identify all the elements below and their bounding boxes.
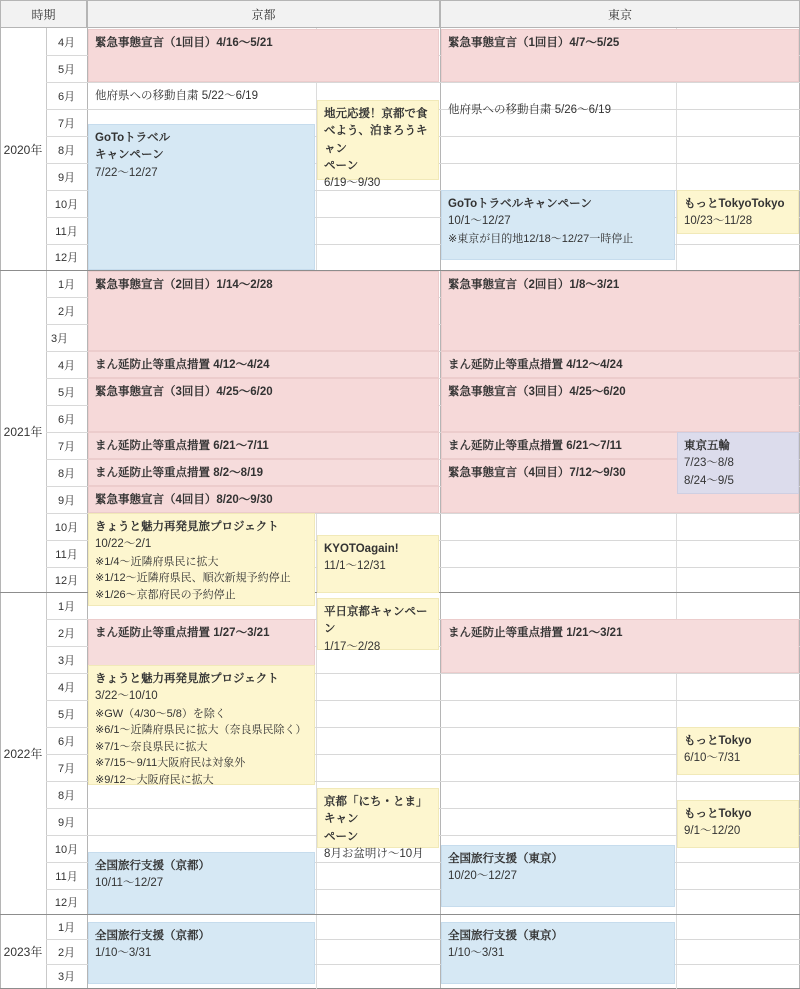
month-cell: 11月 [55,548,78,561]
header-period: 時期 [0,0,87,28]
month-cell: 6月 [57,90,76,103]
month-cell: 12月 [54,252,79,264]
month-cell: 9月 [57,494,76,507]
month-cell: 10月 [54,843,79,856]
event-kyoto-heijitsu-campaign: 平日京都キャンペーン 1/17〜2/28 [317,598,439,650]
event-kyoto-manbou-2022: まん延防止等重点措置 1/27〜3/21 [88,619,315,673]
event-tokyo-emergency-2: 緊急事態宣言（2回目）1/8〜3/21 [441,271,799,351]
month-cell: 8月 [57,144,76,157]
month-cell: 11月 [55,225,78,238]
month-cell: 10月 [54,198,79,211]
event-tokyo-motto-tokyo-2022-a: もっとTokyo 6/10〜7/31 [677,727,799,775]
event-tokyo-emergency-4: 緊急事態宣言（4回目）7/12〜9/30 [441,459,799,513]
event-kyoto-goto-travel: GoToトラベル キャンペーン 7/22〜12/27 [88,124,315,270]
event-tokyo-move-restraint: 他府県への移動自粛 5/26〜6/19 [448,104,611,116]
event-kyoto-emergency-4: 緊急事態宣言（4回目）8/20〜9/30 [88,486,439,513]
year-label-2021: 2021年 [3,424,43,439]
event-kyoto-move-restraint: 他府県への移動自粛 5/22〜6/19 [95,90,258,102]
year-separator-2022 [0,914,800,915]
header-tokyo: 東京 [440,0,800,28]
event-tokyo-motto-tokyo-2022-b: もっとTokyo 9/1〜12/20 [677,800,799,848]
month-cell: 8月 [57,467,76,480]
event-kyoto-saihakken-2021: きょうと魅力再発見旅プロジェクト 10/22〜2/1 ※1/4〜近隣府県民に拡大 ※1/12〜近隣府県民、順次新規予約停止 ※1/26〜京都府民の予約停止 [88,513,315,606]
event-tokyo-motto-tokyo-2020: もっとTokyoTokyo 10/23〜11/28 [677,190,799,234]
month-cell: 8月 [57,789,76,802]
month-cell: 9月 [57,171,76,184]
month-cell: 3月 [50,332,69,345]
event-kyoto-emergency-3: 緊急事態宣言（3回目）4/25〜6/20 [88,378,439,432]
month-cell: 4月 [57,681,76,694]
event-tokyo-emergency-1: 緊急事態宣言（1回目）4/7〜5/25 [441,29,799,82]
month-cell: 2月 [57,946,76,959]
event-kyoto-jimoto-ouen: 地元応援！京都で食 べよう、泊まろうキャン ペーン 6/19〜9/30 [317,100,439,180]
month-cell: 9月 [57,816,76,829]
event-kyoto-emergency-2: 緊急事態宣言（2回目）1/14〜2/28 [88,271,439,351]
event-kyoto-zenkoku-2022: 全国旅行支援（京都） 10/11〜12/27 [88,852,315,914]
month-cell: 5月 [57,63,76,76]
event-kyoto-zenkoku-2023: 全国旅行支援（京都） 1/10〜3/31 [88,922,315,984]
month-cell: 2月 [57,305,76,318]
month-cell: 7月 [57,762,76,775]
header-kyoto: 京都 [87,0,440,28]
event-kyoto-nichitoma: 京都「にち・とま」キャン ペーン 8月お盆明け〜10月 [317,788,439,848]
month-cell: 12月 [54,574,79,587]
event-tokyo-olympics: 東京五輪 7/23〜8/8 8/24〜9/5 [677,432,799,494]
month-cell: 12月 [54,896,79,909]
month-cell: 1月 [57,921,76,934]
month-cell: 1月 [57,600,76,613]
event-tokyo-zenkoku-2022: 全国旅行支援（東京） 10/20〜12/27 [441,845,675,907]
month-cell: 4月 [57,359,76,372]
month-cell: 6月 [57,735,76,748]
month-cell: 5月 [57,386,76,399]
month-cell: 3月 [57,654,76,667]
year-label-2023: 2023年 [3,944,43,959]
event-tokyo-manbou-2022: まん延防止等重点措置 1/21〜3/21 [441,619,799,673]
month-cell: 6月 [57,413,76,426]
month-cell: 7月 [57,117,76,130]
event-tokyo-manbou-1: まん延防止等重点措置 4/12〜4/24 [441,351,799,378]
month-cell: 3月 [57,971,76,983]
event-tokyo-goto-travel: GoToトラベルキャンペーン 10/1〜12/27 ※東京が目的地12/18〜12/27一時停止 [441,190,675,260]
month-cell: 11月 [55,870,78,883]
event-kyoto-manbou-3: まん延防止等重点措置 8/2〜8/19 [88,459,439,486]
month-cell: 1月 [57,278,76,291]
event-kyoto-kyotoagain: KYOTOagain! 11/1〜12/31 [317,535,439,593]
month-cell: 4月 [57,36,76,49]
event-kyoto-saihakken-2022: きょうと魅力再発見旅プロジェクト 3/22〜10/10 ※GW（4/30〜5/8）を除く ※6/1〜近隣府県民に拡大（奈良県民除く） ※7/1〜奈良県民に拡大 ※7/15〜9/11大阪府民は対象外 ※9/12〜大阪府民に拡大 [88,665,315,785]
event-kyoto-manbou-1: まん延防止等重点措置 4/12〜4/24 [88,351,439,378]
event-kyoto-emergency-1: 緊急事態宣言（1回目）4/16〜5/21 [88,29,439,82]
month-cell: 10月 [54,521,79,534]
event-tokyo-zenkoku-2023: 全国旅行支援（東京） 1/10〜3/31 [441,922,675,984]
event-tokyo-emergency-3: 緊急事態宣言（3回目）4/25〜6/20 [441,378,799,432]
month-cell: 5月 [57,708,76,721]
event-kyoto-manbou-2: まん延防止等重点措置 6/21〜7/11 [88,432,439,459]
month-cell: 7月 [57,440,76,453]
month-cell: 2月 [57,627,76,640]
year-label-2022: 2022年 [3,746,43,761]
event-tokyo-manbou-2: まん延防止等重点措置 6/21〜7/11 [441,432,799,459]
year-label-2020: 2020年 [3,142,43,157]
